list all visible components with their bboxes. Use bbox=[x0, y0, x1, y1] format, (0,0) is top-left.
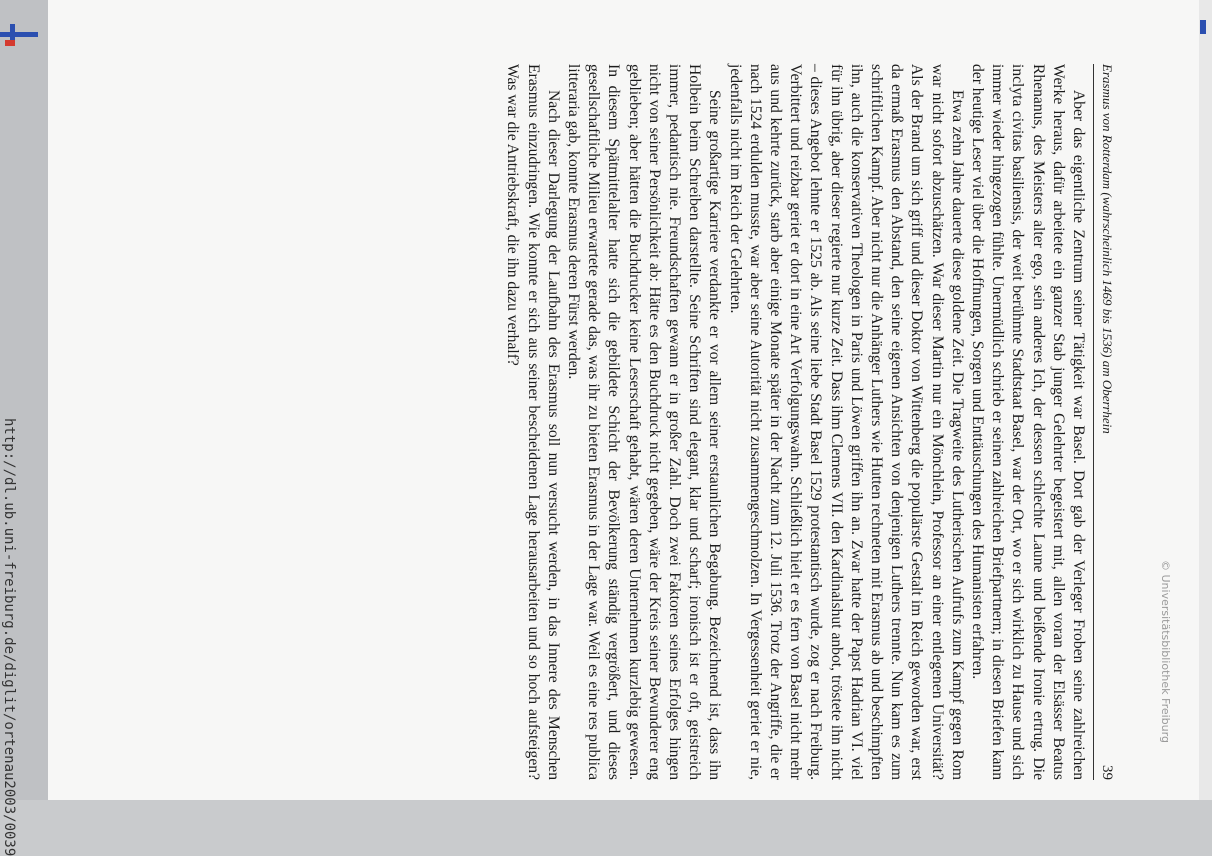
running-head-title: Erasmus von Rotterdam (wahrscheinlich 1469 bis 1536) am Oberrhein bbox=[1100, 64, 1115, 434]
paragraph-1: Aber das eigentliche Zentrum seiner Tätigkeit war Basel. Dort gab der Verleger Froben seine zahlreichen Werke heraus, dafür arbeitete ein ganzer Stab junger Gelehrter begeistert mit, allen voran der Elsässer Beatus Rhenanus, des Meisters alter ego, sein anderes Ich, der dessen schlechte Laune und beißende Ironie ertrug. Die inclyta civitas basiliensis, der weit berühmte Stadtstaat Basel, war der Ort, wo er sich wirklich zu Hause und sich immer wieder hingezogen fühlte. Unermüdlich schrieb er seinen zahlreichen Briefpartnern; in diesen Briefen kann der heutige Leser viel über die Hoffnungen, Sorgen und Enttäuschungen des Humanisten erfahren. bbox=[968, 64, 1087, 780]
bleed-through-text: © Universitätsbibliothek Freiburg bbox=[1159, 560, 1172, 743]
header-rule bbox=[1093, 64, 1094, 780]
running-head bbox=[1096, 64, 1118, 780]
page-number: 39 bbox=[1099, 765, 1115, 780]
rotated-book-content bbox=[118, 64, 1118, 780]
source-url[interactable]: http://dl.ub.uni-freiburg.de/diglit/ortenau2003/0039 bbox=[1, 418, 17, 856]
paragraph-3: Seine großartige Karriere verdankte er vor allem seiner erstaunlichen Begabung. Bezeichnend ist, dass ihn Holbein beim Schreiben darstellte. Seine Schriften sind elegant, klar und scharf; ironisch ist er oft, geistreich immer, pedantisch nie. Freundschaften gewann er in großer Zahl. Doch zwei Faktoren seines Erfolges hingen nicht von seiner Persönlichkeit ab: Hätte es den Buchdruck nicht gegeben, wäre der Kreis seiner Bewunderer eng geblieben; aber hätten die Buchdrucker keine Leserschaft gehabt, wären deren Unternehmen kurzlebig gewesen. In diesem Spätmittelalter hatte sich die gebildete Schicht der Bevölkerung ständig vergrößert, und dieses gesellschaftliche Milieu erwartete gerade das, was ihr zu bieten Erasmus in der Lage war. Weil es eine res publica litteraria gab, konnte Erasmus deren Fürst werden. bbox=[564, 64, 724, 780]
paragraph-2: Etwa zehn Jahre dauerte diese goldene Zeit. Die Tragweite des Lutherischen Aufrufs zum Kampf gegen Rom war nicht sofort abzuschätzen. War dieser Martin nur ein Mönchlein, Professor an einer entlegenen Universität? Als der Brand um sich griff und dieser Doktor von Wittenberg die populärste Gestalt im Reich geworden war, erst da ermaß Erasmus den Abstand, den seine eigenen Ansichten von denjenigen Luthers trennte. Nun kam es zum schriftlichen Kampf. Aber nicht nur die Anhänger Luthers wie Hutten rechneten mit Erasmus ab und beschimpften ihn, auch die konservativen Theologen in Paris und Löwen griffen ihn an. Zwar hatte der Papst Hadrian VI. viel für ihn übrig, aber dieser regierte nur kurze Zeit. Dass ihm Clemens VII. den Kardinalshut anbot, tröstete ihn nicht – dieses Angebot lehnte er 1525 ab. Als seine liebe Stadt Basel 1529 protestantisch wurde, zog er nach Freiburg. Verbittert und reizbar geriet er dort in eine Art Verfolgungswahn. Schließlich hielt er es fern von Basel nicht mehr aus und kehrte zurück, starb aber einige Monate später in der Nacht zum 12. Juli 1536. Trotz der Angriffe, die er nach 1524 erdulden musste, war aber seine Autorität nicht zusammengeschmolzen. In Vergessenheit geriet er nie, jedenfalls nicht im Reich der Gelehrten. bbox=[726, 64, 966, 780]
scan-registration-mark-right bbox=[1200, 20, 1209, 34]
scan-registration-mark bbox=[0, 22, 40, 52]
source-watermark bbox=[0, 418, 18, 856]
body-text bbox=[502, 64, 1088, 780]
paragraph-4: Nach dieser Darlegung der Laufbahn des Erasmus soll nun versucht werden, in das Innere des Menschen Erasmus einzudringen. Wie konnte er sich aus seiner bescheidenen Lage herausarbeiten und so hoch aufsteigen? Was war die Antriebskraft, die ihn dazu verhalf? bbox=[504, 64, 562, 780]
right-scan-margin bbox=[1199, 0, 1212, 800]
